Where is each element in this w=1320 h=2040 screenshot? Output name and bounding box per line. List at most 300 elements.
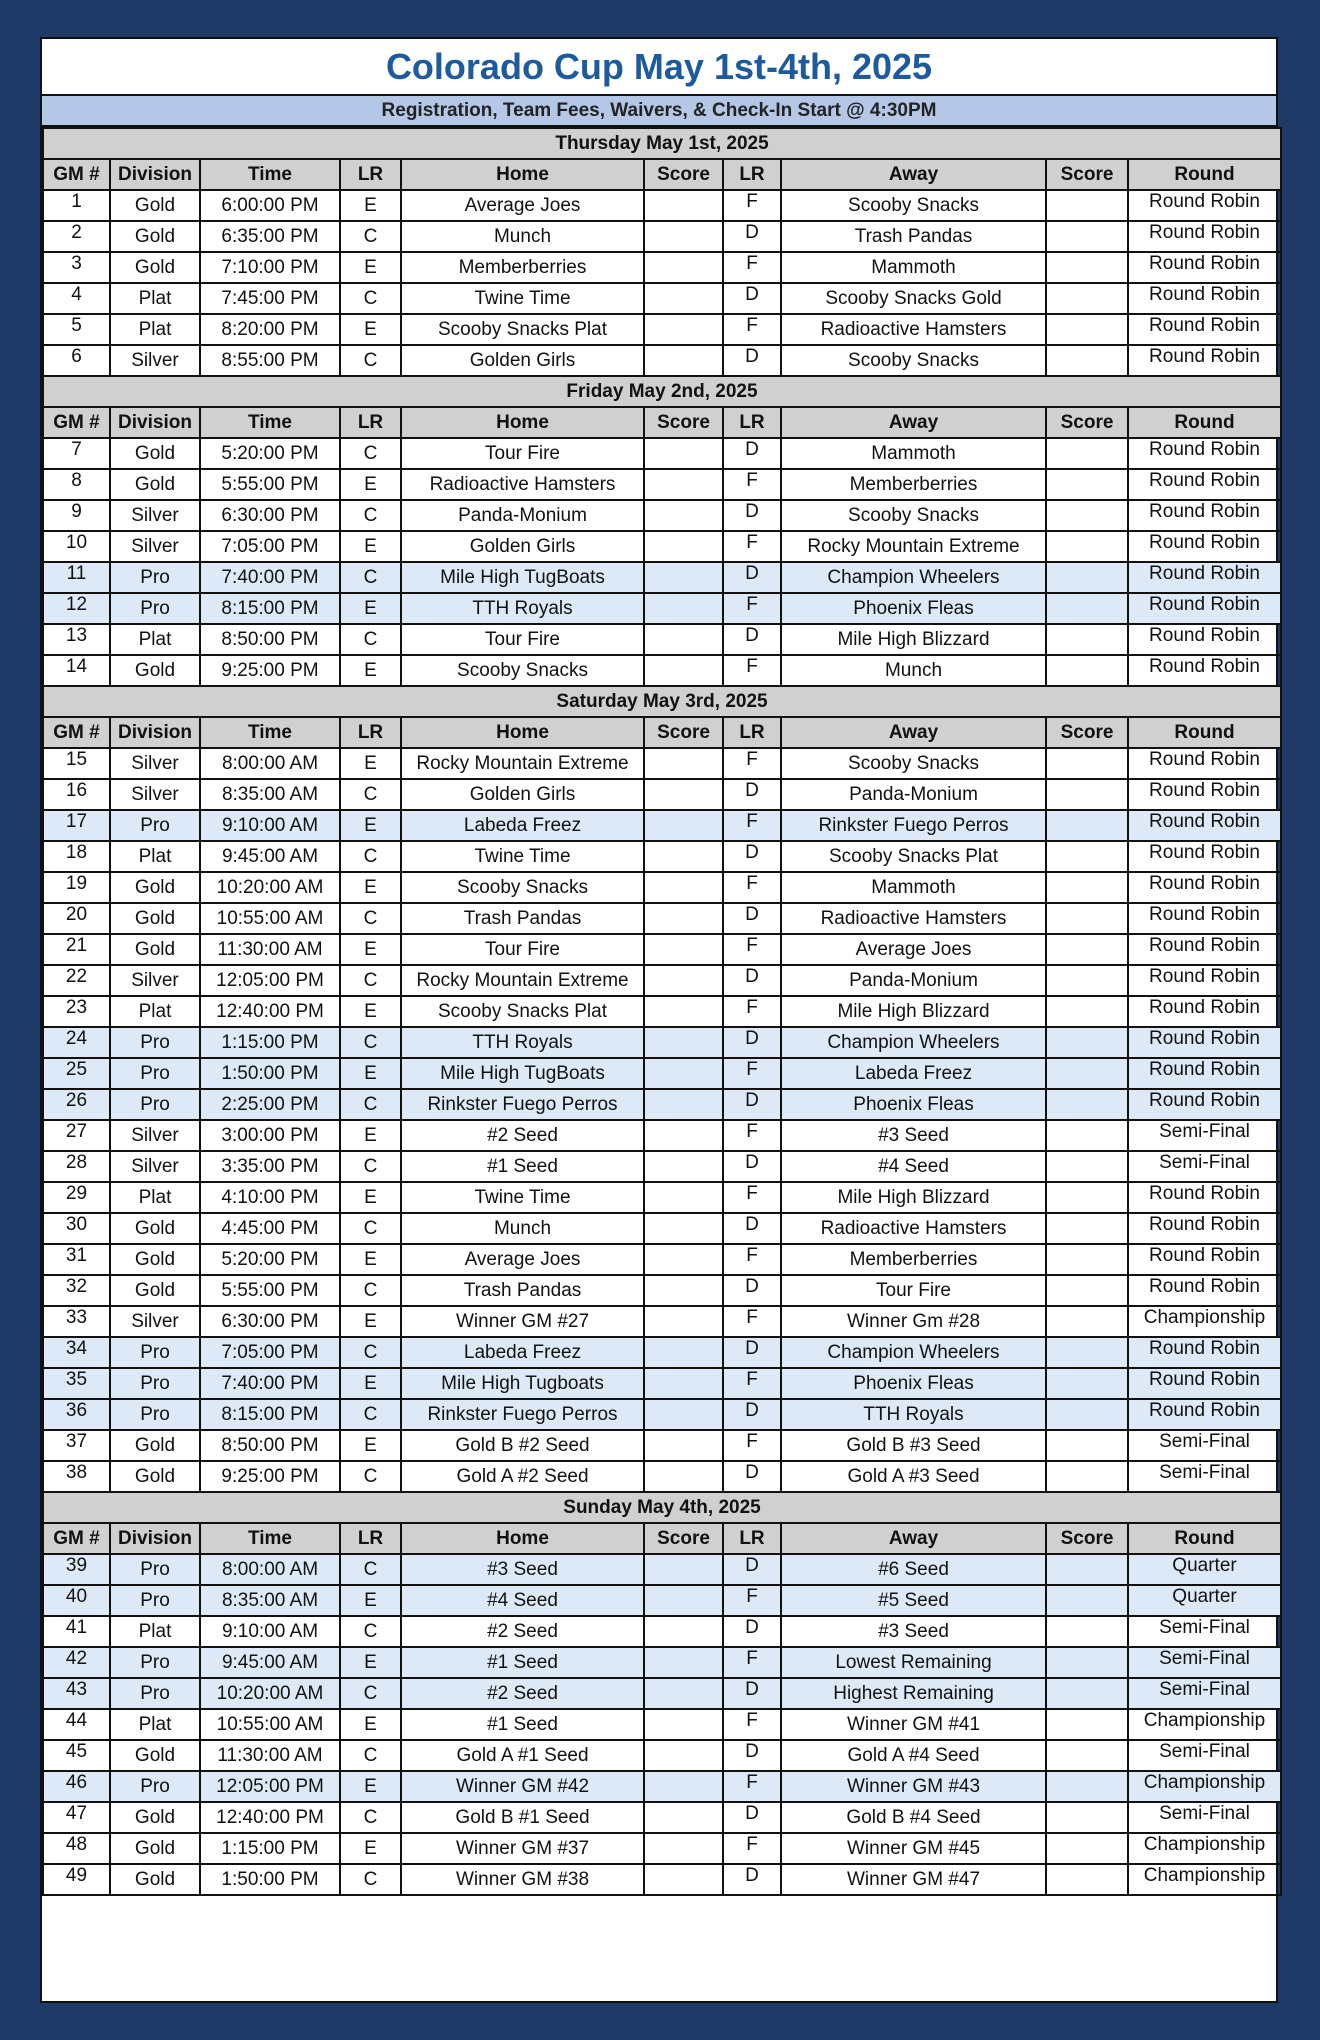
home-team: Scooby Snacks <box>401 872 644 903</box>
away-rink: D <box>723 1616 781 1647</box>
home-score[interactable] <box>644 1740 723 1771</box>
away-score[interactable] <box>1046 500 1128 531</box>
away-team: Winner GM #45 <box>781 1833 1046 1864</box>
home-score[interactable] <box>644 1027 723 1058</box>
round: Round Robin <box>1128 1213 1281 1244</box>
home-score[interactable] <box>644 500 723 531</box>
game-time: 7:05:00 PM <box>200 531 340 562</box>
away-rink: D <box>723 779 781 810</box>
column-header: Away <box>781 1523 1046 1554</box>
game-row <box>43 1585 1281 1616</box>
game-row <box>43 996 1281 1027</box>
away-score[interactable] <box>1046 1089 1128 1120</box>
home-team: Twine Time <box>401 841 644 872</box>
away-score[interactable] <box>1046 1709 1128 1740</box>
game-row <box>43 345 1281 376</box>
division: Silver <box>110 965 200 996</box>
round: Semi-Final <box>1128 1740 1281 1771</box>
column-header: Home <box>401 407 644 438</box>
round: Round Robin <box>1128 252 1281 283</box>
home-score[interactable] <box>644 1399 723 1430</box>
away-rink: F <box>723 810 781 841</box>
home-score[interactable] <box>644 1709 723 1740</box>
home-score[interactable] <box>644 283 723 314</box>
away-team: Scooby Snacks Gold <box>781 283 1046 314</box>
away-score[interactable] <box>1046 1306 1128 1337</box>
game-number: 46 <box>43 1771 110 1802</box>
away-score[interactable] <box>1046 1864 1128 1895</box>
game-row <box>43 1430 1281 1461</box>
game-time: 7:40:00 PM <box>200 562 340 593</box>
home-rink: E <box>340 1182 401 1213</box>
game-time: 5:20:00 PM <box>200 1244 340 1275</box>
home-team: Twine Time <box>401 1182 644 1213</box>
home-rink: C <box>340 1678 401 1709</box>
division: Plat <box>110 1709 200 1740</box>
away-score[interactable] <box>1046 1585 1128 1616</box>
game-number: 15 <box>43 748 110 779</box>
away-score[interactable] <box>1046 1802 1128 1833</box>
game-time: 8:00:00 AM <box>200 1554 340 1585</box>
away-team: Winner GM #41 <box>781 1709 1046 1740</box>
home-score[interactable] <box>644 934 723 965</box>
away-score[interactable] <box>1046 1833 1128 1864</box>
away-score[interactable] <box>1046 1616 1128 1647</box>
game-time: 9:25:00 PM <box>200 655 340 686</box>
game-number: 21 <box>43 934 110 965</box>
away-score[interactable] <box>1046 1275 1128 1306</box>
away-score[interactable] <box>1046 841 1128 872</box>
round: Round Robin <box>1128 1027 1281 1058</box>
home-team: Golden Girls <box>401 531 644 562</box>
home-score[interactable] <box>644 1244 723 1275</box>
away-team: Highest Remaining <box>781 1678 1046 1709</box>
away-score[interactable] <box>1046 934 1128 965</box>
game-time: 9:45:00 AM <box>200 1647 340 1678</box>
game-time: 8:35:00 AM <box>200 779 340 810</box>
home-score[interactable] <box>644 1182 723 1213</box>
away-team: Winner GM #43 <box>781 1771 1046 1802</box>
home-score[interactable] <box>644 190 723 221</box>
game-row <box>43 1864 1281 1895</box>
column-header: Time <box>200 407 340 438</box>
home-score[interactable] <box>644 1337 723 1368</box>
home-score[interactable] <box>644 252 723 283</box>
home-rink: C <box>340 841 401 872</box>
game-row <box>43 1244 1281 1275</box>
column-header: Away <box>781 407 1046 438</box>
away-team: Gold A #4 Seed <box>781 1740 1046 1771</box>
home-score[interactable] <box>644 1585 723 1616</box>
home-rink: C <box>340 1337 401 1368</box>
home-score[interactable] <box>644 1306 723 1337</box>
home-score[interactable] <box>644 345 723 376</box>
division: Pro <box>110 1337 200 1368</box>
away-score[interactable] <box>1046 469 1128 500</box>
away-score[interactable] <box>1046 314 1128 345</box>
home-score[interactable] <box>644 1058 723 1089</box>
home-score[interactable] <box>644 1368 723 1399</box>
home-rink: E <box>340 872 401 903</box>
game-time: 2:25:00 PM <box>200 1089 340 1120</box>
home-score[interactable] <box>644 872 723 903</box>
division: Plat <box>110 1616 200 1647</box>
away-team: #3 Seed <box>781 1616 1046 1647</box>
away-team: Labeda Freez <box>781 1058 1046 1089</box>
column-header: Round <box>1128 717 1281 748</box>
home-score[interactable] <box>644 1647 723 1678</box>
home-team: Labeda Freez <box>401 1337 644 1368</box>
away-rink: F <box>723 1368 781 1399</box>
game-row <box>43 190 1281 221</box>
game-row <box>43 438 1281 469</box>
column-header: Time <box>200 159 340 190</box>
column-header: Time <box>200 1523 340 1554</box>
away-score[interactable] <box>1046 903 1128 934</box>
game-time: 10:20:00 AM <box>200 872 340 903</box>
away-rink: F <box>723 1585 781 1616</box>
game-row <box>43 1275 1281 1306</box>
game-number: 4 <box>43 283 110 314</box>
home-rink: E <box>340 996 401 1027</box>
away-score[interactable] <box>1046 655 1128 686</box>
division: Plat <box>110 1182 200 1213</box>
day-header-row <box>43 376 1281 407</box>
game-time: 4:45:00 PM <box>200 1213 340 1244</box>
away-score[interactable] <box>1046 1213 1128 1244</box>
round: Semi-Final <box>1128 1461 1281 1492</box>
away-rink: F <box>723 593 781 624</box>
home-rink: C <box>340 438 401 469</box>
away-team: Gold A #3 Seed <box>781 1461 1046 1492</box>
home-score[interactable] <box>644 1678 723 1709</box>
division: Gold <box>110 1244 200 1275</box>
away-team: Mammoth <box>781 252 1046 283</box>
game-row <box>43 1058 1281 1089</box>
round: Round Robin <box>1128 1275 1281 1306</box>
column-header: Round <box>1128 407 1281 438</box>
division: Silver <box>110 748 200 779</box>
division: Plat <box>110 283 200 314</box>
game-time: 8:20:00 PM <box>200 314 340 345</box>
home-rink: C <box>340 903 401 934</box>
away-score[interactable] <box>1046 190 1128 221</box>
game-number: 22 <box>43 965 110 996</box>
home-rink: C <box>340 500 401 531</box>
away-rink: F <box>723 872 781 903</box>
column-header: GM # <box>43 159 110 190</box>
game-time: 12:40:00 PM <box>200 1802 340 1833</box>
column-header: Division <box>110 1523 200 1554</box>
away-score[interactable] <box>1046 1244 1128 1275</box>
away-score[interactable] <box>1046 779 1128 810</box>
home-rink: E <box>340 1585 401 1616</box>
away-rink: D <box>723 345 781 376</box>
home-team: #3 Seed <box>401 1554 644 1585</box>
home-rink: E <box>340 469 401 500</box>
game-row <box>43 872 1281 903</box>
home-team: Winner GM #42 <box>401 1771 644 1802</box>
column-header: Home <box>401 1523 644 1554</box>
game-time: 8:35:00 AM <box>200 1585 340 1616</box>
home-rink: E <box>340 1058 401 1089</box>
game-time: 11:30:00 AM <box>200 1740 340 1771</box>
away-rink: D <box>723 1740 781 1771</box>
home-rink: C <box>340 1802 401 1833</box>
home-score[interactable] <box>644 1771 723 1802</box>
home-score[interactable] <box>644 1089 723 1120</box>
home-score[interactable] <box>644 779 723 810</box>
column-header: Score <box>1046 717 1128 748</box>
home-rink: E <box>340 1244 401 1275</box>
away-team: Scooby Snacks <box>781 345 1046 376</box>
game-number: 47 <box>43 1802 110 1833</box>
home-score[interactable] <box>644 903 723 934</box>
game-row <box>43 841 1281 872</box>
home-rink: E <box>340 1120 401 1151</box>
home-team: Gold B #1 Seed <box>401 1802 644 1833</box>
home-team: Rocky Mountain Extreme <box>401 965 644 996</box>
away-score[interactable] <box>1046 283 1128 314</box>
away-score[interactable] <box>1046 624 1128 655</box>
column-header: LR <box>723 717 781 748</box>
home-rink: E <box>340 531 401 562</box>
game-row <box>43 314 1281 345</box>
home-score[interactable] <box>644 1151 723 1182</box>
home-team: Trash Pandas <box>401 903 644 934</box>
home-score[interactable] <box>644 562 723 593</box>
round: Semi-Final <box>1128 1151 1281 1182</box>
game-number: 13 <box>43 624 110 655</box>
home-score[interactable] <box>644 1616 723 1647</box>
away-rink: D <box>723 562 781 593</box>
game-number: 7 <box>43 438 110 469</box>
away-score[interactable] <box>1046 593 1128 624</box>
home-team: Scooby Snacks Plat <box>401 314 644 345</box>
away-score[interactable] <box>1046 1120 1128 1151</box>
game-row <box>43 965 1281 996</box>
away-team: Phoenix Fleas <box>781 1368 1046 1399</box>
column-header: Score <box>644 407 723 438</box>
home-rink: E <box>340 655 401 686</box>
home-score[interactable] <box>644 1864 723 1895</box>
home-team: Scooby Snacks Plat <box>401 996 644 1027</box>
division: Pro <box>110 1027 200 1058</box>
away-score[interactable] <box>1046 1461 1128 1492</box>
home-score[interactable] <box>644 221 723 252</box>
column-header: Home <box>401 717 644 748</box>
game-row <box>43 1027 1281 1058</box>
round: Round Robin <box>1128 810 1281 841</box>
game-time: 7:45:00 PM <box>200 283 340 314</box>
game-time: 1:15:00 PM <box>200 1833 340 1864</box>
away-rink: D <box>723 624 781 655</box>
round: Round Robin <box>1128 283 1281 314</box>
home-score[interactable] <box>644 1275 723 1306</box>
home-score[interactable] <box>644 996 723 1027</box>
column-header: Home <box>401 159 644 190</box>
column-header: Away <box>781 159 1046 190</box>
away-rink: D <box>723 438 781 469</box>
round: Championship <box>1128 1771 1281 1802</box>
round: Semi-Final <box>1128 1616 1281 1647</box>
away-rink: F <box>723 252 781 283</box>
away-score[interactable] <box>1046 872 1128 903</box>
division: Gold <box>110 1740 200 1771</box>
away-score[interactable] <box>1046 562 1128 593</box>
round: Round Robin <box>1128 965 1281 996</box>
away-rink: D <box>723 283 781 314</box>
division: Gold <box>110 221 200 252</box>
home-team: Tour Fire <box>401 934 644 965</box>
away-score[interactable] <box>1046 1399 1128 1430</box>
away-rink: F <box>723 1709 781 1740</box>
home-team: #1 Seed <box>401 1709 644 1740</box>
round: Round Robin <box>1128 655 1281 686</box>
away-rink: D <box>723 1089 781 1120</box>
game-time: 6:30:00 PM <box>200 1306 340 1337</box>
home-rink: C <box>340 1275 401 1306</box>
home-rink: E <box>340 190 401 221</box>
away-score[interactable] <box>1046 1151 1128 1182</box>
game-number: 43 <box>43 1678 110 1709</box>
home-team: #4 Seed <box>401 1585 644 1616</box>
home-rink: C <box>340 1151 401 1182</box>
away-score[interactable] <box>1046 1058 1128 1089</box>
away-score[interactable] <box>1046 748 1128 779</box>
away-score[interactable] <box>1046 1740 1128 1771</box>
home-score[interactable] <box>644 810 723 841</box>
away-score[interactable] <box>1046 1027 1128 1058</box>
game-number: 45 <box>43 1740 110 1771</box>
home-score[interactable] <box>644 748 723 779</box>
game-time: 9:10:00 AM <box>200 1616 340 1647</box>
home-score[interactable] <box>644 1554 723 1585</box>
home-score[interactable] <box>644 624 723 655</box>
division: Pro <box>110 1089 200 1120</box>
away-score[interactable] <box>1046 221 1128 252</box>
away-score[interactable] <box>1046 1678 1128 1709</box>
division: Silver <box>110 1151 200 1182</box>
home-rink: C <box>340 1461 401 1492</box>
home-score[interactable] <box>644 1461 723 1492</box>
away-score[interactable] <box>1046 1771 1128 1802</box>
home-rink: C <box>340 1213 401 1244</box>
division: Gold <box>110 469 200 500</box>
away-rink: F <box>723 1430 781 1461</box>
division: Plat <box>110 996 200 1027</box>
home-team: Mile High TugBoats <box>401 562 644 593</box>
home-rink: E <box>340 810 401 841</box>
game-row <box>43 1616 1281 1647</box>
away-team: Panda-Monium <box>781 965 1046 996</box>
home-team: Rocky Mountain Extreme <box>401 748 644 779</box>
home-rink: E <box>340 593 401 624</box>
home-rink: C <box>340 779 401 810</box>
home-score[interactable] <box>644 965 723 996</box>
home-score[interactable] <box>644 841 723 872</box>
away-rink: F <box>723 1058 781 1089</box>
day-header: Friday May 2nd, 2025 <box>43 376 1281 407</box>
away-score[interactable] <box>1046 1182 1128 1213</box>
game-time: 6:00:00 PM <box>200 190 340 221</box>
home-score[interactable] <box>644 655 723 686</box>
division: Pro <box>110 1368 200 1399</box>
away-team: Scooby Snacks <box>781 748 1046 779</box>
home-rink: E <box>340 1647 401 1678</box>
away-score[interactable] <box>1046 1647 1128 1678</box>
home-score[interactable] <box>644 438 723 469</box>
away-team: Mammoth <box>781 438 1046 469</box>
away-rink: D <box>723 903 781 934</box>
away-rink: D <box>723 1554 781 1585</box>
column-header: Round <box>1128 159 1281 190</box>
game-number: 36 <box>43 1399 110 1430</box>
division: Silver <box>110 779 200 810</box>
home-team: Twine Time <box>401 283 644 314</box>
game-row <box>43 1368 1281 1399</box>
game-row <box>43 593 1281 624</box>
game-time: 12:05:00 PM <box>200 1771 340 1802</box>
away-team: Gold B #3 Seed <box>781 1430 1046 1461</box>
home-score[interactable] <box>644 1833 723 1864</box>
game-row <box>43 810 1281 841</box>
game-time: 3:35:00 PM <box>200 1151 340 1182</box>
home-score[interactable] <box>644 469 723 500</box>
column-header: GM # <box>43 407 110 438</box>
home-team: Panda-Monium <box>401 500 644 531</box>
game-number: 19 <box>43 872 110 903</box>
away-score[interactable] <box>1046 1368 1128 1399</box>
column-header-row <box>43 1523 1281 1554</box>
home-score[interactable] <box>644 1430 723 1461</box>
away-score[interactable] <box>1046 996 1128 1027</box>
away-score[interactable] <box>1046 531 1128 562</box>
home-rink: E <box>340 1771 401 1802</box>
away-score[interactable] <box>1046 965 1128 996</box>
game-number: 1 <box>43 190 110 221</box>
away-score[interactable] <box>1046 1554 1128 1585</box>
game-number: 44 <box>43 1709 110 1740</box>
away-score[interactable] <box>1046 345 1128 376</box>
game-row <box>43 624 1281 655</box>
home-score[interactable] <box>644 531 723 562</box>
game-time: 1:15:00 PM <box>200 1027 340 1058</box>
division: Pro <box>110 1058 200 1089</box>
away-team: Radioactive Hamsters <box>781 903 1046 934</box>
home-score[interactable] <box>644 1802 723 1833</box>
game-row <box>43 500 1281 531</box>
away-score[interactable] <box>1046 252 1128 283</box>
home-score[interactable] <box>644 1213 723 1244</box>
away-score[interactable] <box>1046 810 1128 841</box>
away-score[interactable] <box>1046 438 1128 469</box>
away-team: Winner Gm #28 <box>781 1306 1046 1337</box>
game-number: 37 <box>43 1430 110 1461</box>
away-team: Trash Pandas <box>781 221 1046 252</box>
away-team: TTH Royals <box>781 1399 1046 1430</box>
away-team: #6 Seed <box>781 1554 1046 1585</box>
home-score[interactable] <box>644 314 723 345</box>
away-score[interactable] <box>1046 1430 1128 1461</box>
home-score[interactable] <box>644 1120 723 1151</box>
division: Gold <box>110 934 200 965</box>
game-row <box>43 1802 1281 1833</box>
game-row <box>43 655 1281 686</box>
game-number: 31 <box>43 1244 110 1275</box>
away-score[interactable] <box>1046 1337 1128 1368</box>
home-score[interactable] <box>644 593 723 624</box>
